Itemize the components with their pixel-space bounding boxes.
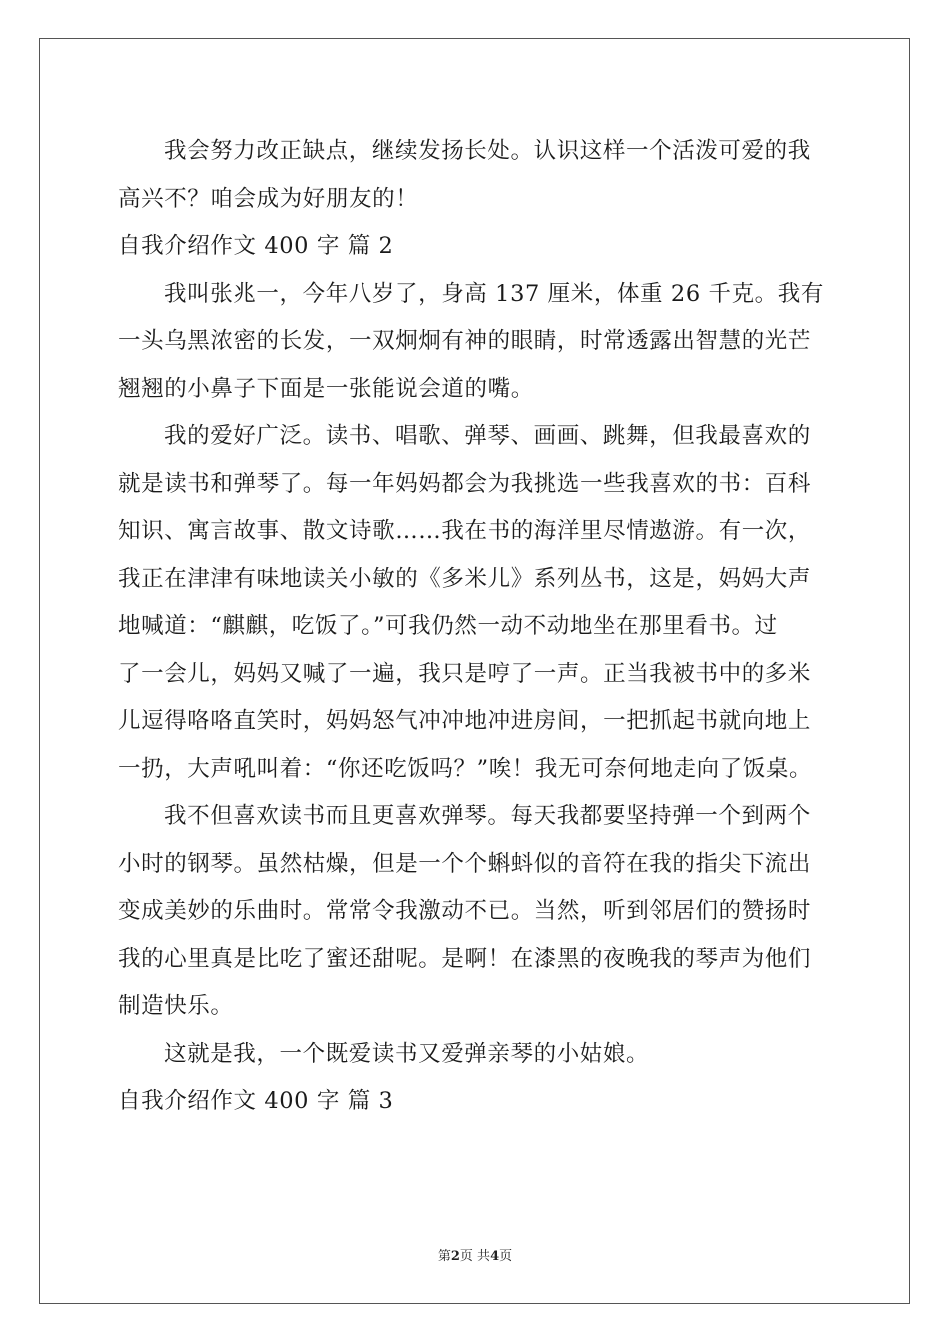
text-line: 制造快乐。	[118, 993, 234, 1019]
page-total-number: 4	[490, 1249, 500, 1264]
text-line: 变成美妙的乐曲时。常常令我激动不已。当然，听到邻居们的赞扬时	[118, 898, 812, 924]
text-line: 这就是我，一个既爱读书又爱弹亲琴的小姑娘。	[164, 1040, 650, 1067]
text-line: 一头乌黑浓密的长发，一双炯炯有神的眼睛，时常透露出智慧的光芒	[118, 328, 812, 354]
footer-mid: 页 共	[459, 1249, 491, 1264]
text-line: 知识、寓言故事、散文诗歌……我在书的海洋里尽情遨游。有一次，	[118, 518, 812, 544]
text-line: 我的心里真是比吃了蜜还甜呢。是啊！在漆黑的夜晚我的琴声为他们	[118, 945, 812, 972]
text-line: 高兴不？咱会成为好朋友的！	[118, 185, 419, 212]
section-heading: 自我介绍作文 400 字 篇 2	[118, 233, 394, 259]
text-line: 了一会儿，妈妈又喊了一遍，我只是哼了一声。正当我被书中的多米	[118, 660, 812, 687]
text-line: 我叫张兆一，今年八岁了，身高 137 厘米，体重 26 千克。我有	[164, 280, 824, 307]
page-footer	[0, 1245, 950, 1264]
text-line: 我会努力改正缺点，继续发扬长处。认识这样一个活泼可爱的我	[164, 138, 811, 164]
text-line: 翘翘的小鼻子下面是一张能说会道的嘴。	[118, 375, 534, 402]
footer-prefix: 第	[437, 1249, 451, 1264]
text-line: 小时的钢琴。虽然枯燥，但是一个个蝌蚪似的音符在我的指尖下流出	[118, 850, 812, 877]
footer-suffix: 页	[499, 1249, 513, 1264]
text-line: 一扔，大声吼叫着：“你还吃饭吗？”唉！我无可奈何地走向了饭桌。	[118, 755, 813, 782]
text-line: 儿逗得咯咯直笑时，妈妈怒气冲冲地冲进房间，一把抓起书就向地上	[118, 708, 812, 734]
text-line: 地喊道：“麒麒，吃饭了。”可我仍然一动不动地坐在那里看书。过	[118, 613, 778, 639]
page-current-number: 2	[450, 1249, 460, 1264]
section-heading: 自我介绍作文 400 字 篇 3	[118, 1088, 394, 1114]
text-line: 我不但喜欢读书而且更喜欢弹琴。每天我都要坚持弹一个到两个	[164, 803, 811, 829]
text-line: 我的爱好广泛。读书、唱歌、弹琴、画画、跳舞，但我最喜欢的	[164, 423, 811, 449]
text-line: 就是读书和弹琴了。每一年妈妈都会为我挑选一些我喜欢的书：百科	[118, 470, 812, 497]
document-body	[118, 128, 838, 1126]
text-line: 我正在津津有味地读关小敏的《多米儿》系列丛书，这是，妈妈大声	[118, 565, 812, 592]
